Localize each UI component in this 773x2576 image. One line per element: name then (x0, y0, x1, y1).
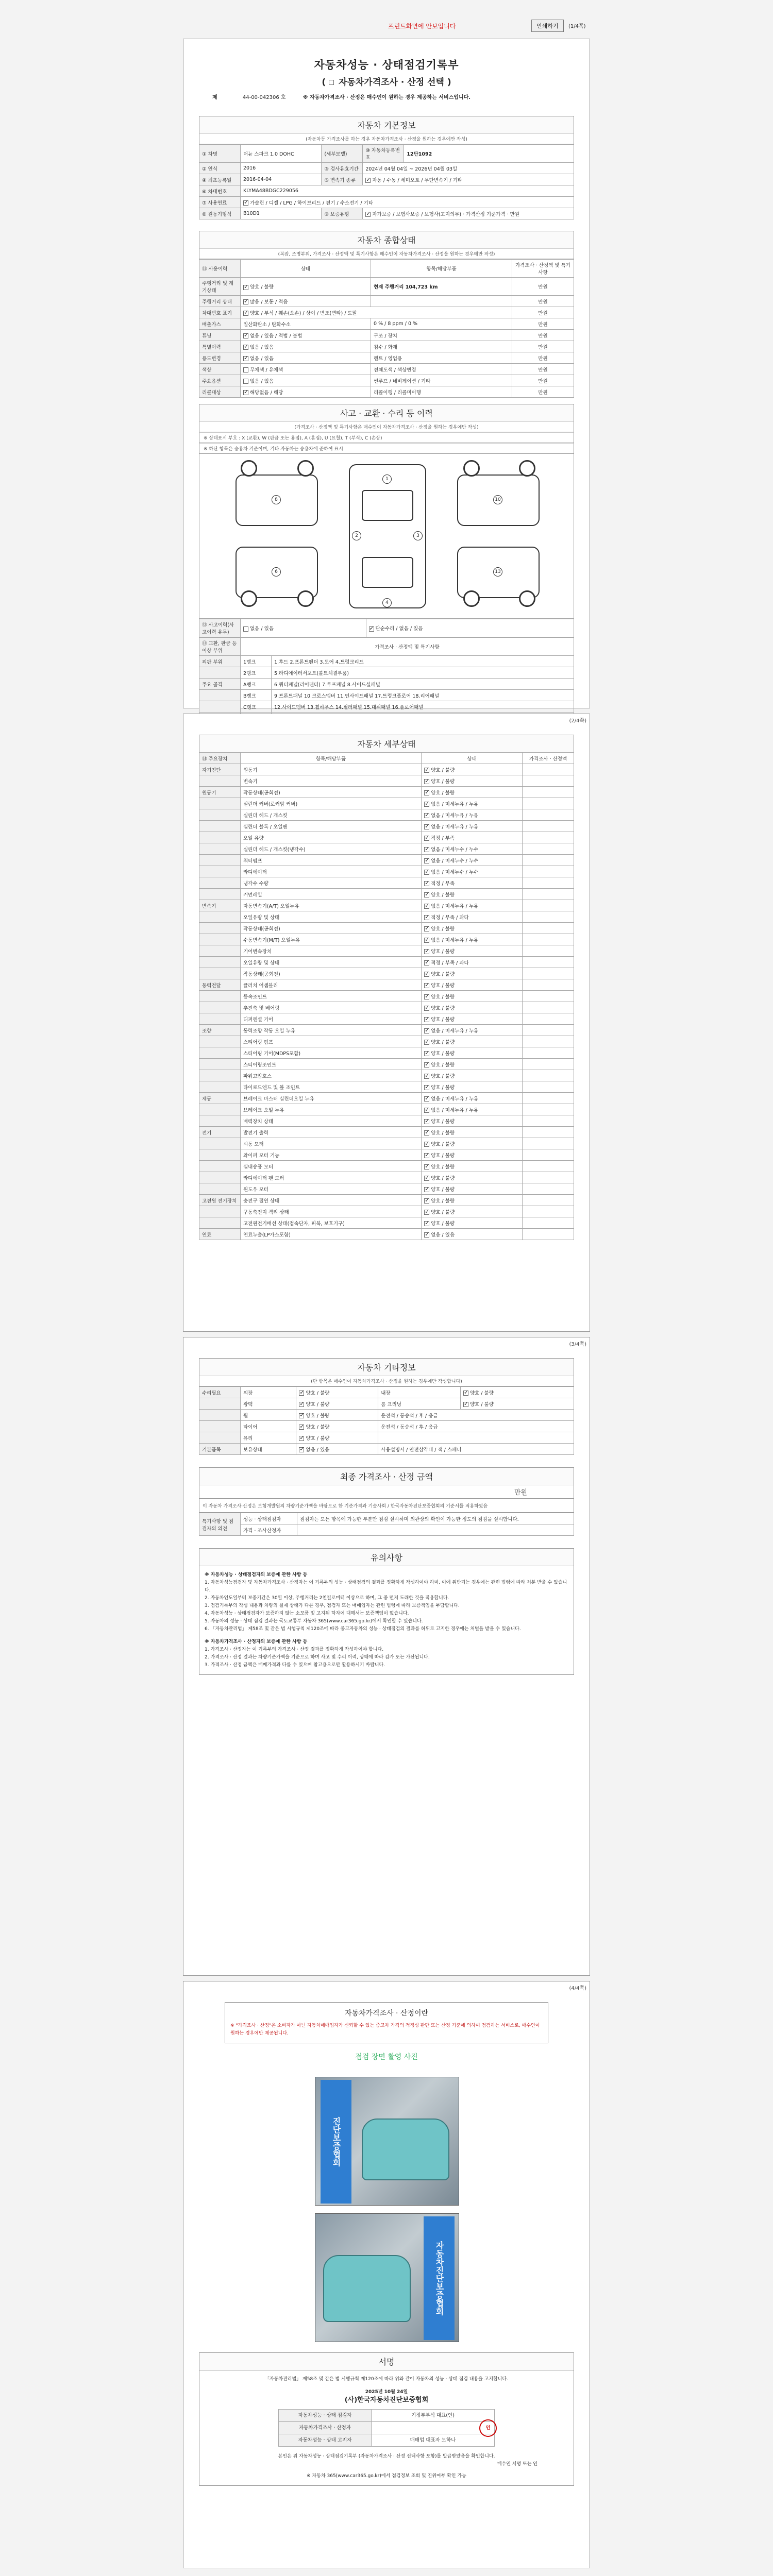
status-checkbox[interactable] (424, 1119, 429, 1124)
status-checkbox[interactable] (424, 1153, 429, 1158)
status-checkbox[interactable] (424, 1006, 429, 1011)
overall-status-section: 자동차 종합상태 (복잡, 조명부위, 가격조사 · 산정액 및 특기사항은 매수인이 자동차가격조사 · 산정을 원하는 경우에만 작성) ⑪ 사용이력 상태 항목/해당부품 가격조사 · 산정액 및 특기사항 주행거리 및 계기상태 ✓양호 / 불량 현재 주행거리 104,723 km 만원 주행거리 상태 ✓ 많음 / 보통 / 적음 만원 차대번호 표기 ✓ 양호 / 부식 / 훼손(오손) / 상이 / 변조(변타) / 도말 만원 배출가스 일산화탄소 / 탄화수소 0 % / 8 ppm / 0 % 만원 튜닝 ✓ 없음 / 있음 / 적법 / 불법 구조 / 장치 만원 특별이력 ✓ 없음 / 있음 침수 / 화재 만원 용도변경 ✓ 없음 / 있음 렌트 / 영업용 만원 색상 무채색 / 유채색 전체도색 / 색상변경 만원 주요옵션 없음 / 있음 썬루프 / 네비게이션 / 기타 만원 리콜대상 ✓ 해당없음 / 해당 리콜이행 / 리콜미이행 만원 (199, 231, 574, 398)
status-checkbox[interactable] (424, 1198, 429, 1204)
status-checkbox[interactable] (424, 892, 429, 897)
detail-row: 스티어링 펌프 ✓ 양호 / 불량 (199, 1036, 574, 1047)
status-checkbox[interactable] (424, 915, 429, 920)
status-checkbox[interactable] (424, 1085, 429, 1090)
detail-row: 수동변속기(M/T) 오일누유 ✓ 없음 / 미세누유 / 누유 (199, 934, 574, 945)
inspection-photo-rear[interactable]: 자동차진단보증협회 (315, 2213, 459, 2342)
car-diagram: 1 2 3 4 8 10 6 13 (199, 454, 574, 619)
seal-stamp: 인 (479, 2419, 497, 2437)
detail-table: ⑭ 주요장치 항목/해당부품 상태 가격조사 · 산정액 자기진단 원동기 ✓ 양호 / 불량 변속기 ✓ 양호 / 불량 원동기 작동상태(공회전) ✓ 양호 / 불량 실린더 커버(로커암 커버) ✓ 없음 / 미세누유 / 누유 실린더 헤드 / 개스킷 ✓ 없음 / 미세누유 / 누유 실린더 블록 / 오일팬 ✓ 없음 / 미세누유 / 누유 오일 유량 ✓ 적정 / 부족 실린더 헤드 / 개스킷(냉각수) ✓ 없음 / 미세누수 / 누수 워터펌프 ✓ 없음 / 미세누수 / 누수 라디에이터 ✓ 없음 / 미세누수 / 누수 냉각수 수량 ✓ 적정 / 부족 커먼레일 ✓ 양호 / 불량 변속기 자동변속기(A/T) 오일누유 ✓ 없음 / 미세누유 / 누유 오일유량 및 상태 ✓ 적정 / 부족 / 과다 작동상태(공회전) ✓ 양호 / 불량 수동변속기(M/T) 오일누유 ✓ 없음 / 미세누유 / 누유 기어변속장치 ✓ 양호 / 불량 오일유량 및 상태 ✓ 적정 / 부족 / 과다 작동상태(공회전) ✓ 양호 / 불량 동력전달 클러치 어셈블리 ✓ 양호 / 불량 등속조인트 ✓ 양호 / 불량 추진축 및 베어링 ✓ 양호 / 불량 디퍼렌셜 기어 ✓ 양호 / 불량 조향 동력조향 작동 오일 누유 ✓ 없음 / 미세누유 / 누유 스티어링 펌프 ✓ 양호 / 불량 스티어링 기어(MDPS포함) ✓ 양호 / 불량 스티어링조인트 ✓ 양호 / 불량 파워고압호스 ✓ 양호 / 불량 타이로드엔드 및 볼 조인트 ✓ 양호 / 불량 제동 브레이크 마스터 실린더오일 누유 ✓ 없음 / 미세누유 / 누유 브레이크 오일 누유 ✓ 없음 / 미세누유 / 누유 배력장치 상태 ✓ 양호 / 불량 전기 발전기 출력 ✓ 양호 / 불량 시동 모터 ✓ 양호 / 불량 와이퍼 모터 기능 ✓ 양호 / 불량 실내송풍 모터 ✓ 양호 / 불량 라디에이터 팬 모터 ✓ 양호 / 불량 윈도우 모터 ✓ 양호 / 불량 고전원 전기장치 충전구 절연 상태 ✓ 양호 / 불량 구동축전지 격리 상태 ✓ 양호 / 불량 고전원전기배선 상태(접속단자, 피복, 보호기구) ✓ 양호 / 불량 연료 연료누출(LP가스포함) ✓ 없음 / 있음 (199, 752, 574, 1240)
detail-row: 변속기 ✓ 양호 / 불량 (199, 775, 574, 787)
basic-info-section: 자동차 기본정보 (자동차등 가격조사를 하는 경우 자동차가격조사 · 산정을 원하는 경우에만 작성) ① 차명 더뉴 스파크 1.0 DOHC (세부모델) ⑩ 자동차등록번호 12단1092 ② 연식 2016 ③ 검사유효기간 2024년 04월 04일 ~ 2026년 04월 03일 ④ 최초등록일 2016-04-04 ⑤ 변속기 종류 ✓ 자동 / 수동 / 세미오토 / 무단변속기 / 기타 ⑥ 차대번호 KLYMA48BDGC229056 ⑦ 사용연료 ✓ 가솔린 / 디젤 / LPG / 하이브리드 / 전기 / 수소전기 / 기타 ⑧ 원동기형식 B10D1 ⑨ 보증유형 ✓ 자가보증 / 보험사보증 / 보험사(고지의무) · 가격산정 기준가격 · 만원 (199, 116, 574, 219)
detail-row: 라디에이터 ✓ 없음 / 미세누수 / 누수 (199, 866, 574, 877)
detail-row: 고전원전기배선 상태(접속단자, 피복, 보호기구) ✓ 양호 / 불량 (199, 1217, 574, 1229)
detail-row: 와이퍼 모터 기능 ✓ 양호 / 불량 (199, 1149, 574, 1161)
detail-title: 자동차 세부상태 (199, 735, 574, 752)
detail-row: 추진축 및 베어링 ✓ 양호 / 불량 (199, 1002, 574, 1013)
page-4: (4/4쪽) 자동차가격조사 · 산정이란 ※ "가격조사 · 산정"은 소비자가 아닌 자동차매매업자가 신뢰할 수 있는 중고차 가격의 적정성 판단 또는 산정 기준에 의하여 점검하는 서비스로, 매수인이 원하는 경우에만 제공됩니다. 점검 장면 촬영 사진 진단보증협회 자동차진단보증협회 서명 「자동차관리법」 제58조 및 같은 법 시행규칙 제120조에 따라 위와 같이 자동차의 성능 · 상태 점검 내용을 고지합니다. 2025년 10월 24일 (사)한국자동차진단보증협회 자동차성능 · 상태 점검자 기정부부석 대표(인) 자동차가격조사 · 산정자 자동차성능 · 상태 고지자 매매업 대표자 모하나 인 본인은 위 자동차성능 · 상태점검기록부 (자동차가격조사 · 산정 선택사항 포함)를 발급받았음을 확인합니다. 매수인 서명 또는 인 ※ 자동차 365(www.car365.go.kr)에서 점검정보 조회 및 진위여부 확인 가능 (183, 1981, 590, 2568)
detail-row: 실린더 블록 / 오일팬 ✓ 없음 / 미세누유 / 누유 (199, 821, 574, 832)
detail-row: 냉각수 수량 ✓ 적정 / 부족 (199, 877, 574, 889)
status-checkbox[interactable] (424, 1074, 429, 1079)
status-checkbox[interactable] (424, 858, 429, 863)
signature-section: 서명 「자동차관리법」 제58조 및 같은 법 시행규칙 제120조에 따라 위와 같이 자동차의 성능 · 상태 점검 내용을 고지합니다. 2025년 10월 24일 (사)한국자동차진단보증협회 자동차성능 · 상태 점검자 기정부부석 대표(인) 자동차가격조사 · 산정자 자동차성능 · 상태 고지자 매매업 대표자 모하나 인 본인은 위 자동차성능 · 상태점검기록부 (자동차가격조사 · 산정 선택사항 포함)를 발급받았음을 확인합니다. 매수인 서명 또는 인 ※ 자동차 365(www.car365.go.kr)에서 점검정보 조회 및 진위여부 확인 가능 (199, 2352, 574, 2486)
detail-row: 커먼레일 ✓ 양호 / 불량 (199, 889, 574, 900)
status-checkbox[interactable] (424, 824, 429, 829)
status-checkbox[interactable] (424, 972, 429, 977)
basic-info-table: ① 차명 더뉴 스파크 1.0 DOHC (세부모델) ⑩ 자동차등록번호 12단1092 ② 연식 2016 ③ 검사유효기간 2024년 04월 04일 ~ 2026년 04월 03일 ④ 최초등록일 2016-04-04 ⑤ 변속기 종류 ✓ 자동 / 수동 / 세미오토 / 무단변속기 / 기타 ⑥ 차대번호 KLYMA48BDGC229056 ⑦ 사용연료 ✓ 가솔린 / 디젤 / LPG / 하이브리드 / 전기 / 수소전기 / 기타 ⑧ 원동기형식 B10D1 ⑨ 보증유형 ✓ 자가보증 / 보험사보증 / 보험사(고지의무) · 가격산정 기준가격 · 만원 (199, 144, 574, 219)
status-checkbox[interactable] (424, 1210, 429, 1215)
valuation-title: 최종 가격조사 · 산정 금액 (199, 1467, 574, 1485)
status-checkbox[interactable] (424, 983, 429, 988)
status-checkbox[interactable] (424, 870, 429, 875)
detail-row: 브레이크 오일 누유 ✓ 없음 / 미세누유 / 누유 (199, 1104, 574, 1115)
other-info-title: 자동차 기타정보 (199, 1358, 574, 1376)
detail-row: 고전원 전기장치 충전구 절연 상태 ✓ 양호 / 불량 (199, 1195, 574, 1206)
status-checkbox[interactable] (424, 1176, 429, 1181)
status-checkbox[interactable] (424, 938, 429, 943)
detail-row: 구동축전지 격리 상태 ✓ 양호 / 불량 (199, 1206, 574, 1217)
detail-row: 시동 모터 ✓ 양호 / 불량 (199, 1138, 574, 1149)
document-subtitle: ( 자동차가격조사 · 산정 선택 ) (322, 77, 451, 88)
other-info-section: 자동차 기타정보 (단 항목은 매수인이 자동차가격조사 · 산정을 원하는 경우에만 작성합니다) 수리필요 외장 ✓ 양호 / 불량 내장 ✓ 양호 / 불량 광택 ✓ 양호 / 불량 룸 크리닝 ✓ 양호 / 불량 휠 ✓ 양호 / 불량 운전석 / 동승석 / 후 / 응급 타이어 ✓ 양호 / 불량 운전석 / 동승석 / 후 / 응급 유리 ✓ 양호 / 불량 기본품목 보유상태 ✓ 없음 / 있음 사용설명서 / 안전삼각대 / 잭 / 스패너 (199, 1358, 574, 1455)
status-checkbox[interactable] (424, 904, 429, 909)
status-checkbox[interactable] (424, 960, 429, 965)
detail-row: 오일 유량 ✓ 적정 / 부족 (199, 832, 574, 843)
status-checkbox[interactable] (424, 768, 429, 773)
detail-row: 오일유량 및 상태 ✓ 적정 / 부족 / 과다 (199, 957, 574, 968)
notes-section: 유의사항 ※ 자동차성능 · 상태점검자의 보증에 관한 사항 등 1. 자동차성능점검자 및 자동차가격조사 · 산정자는 이 기록부의 성능 · 상태점검의 결과를 정확하게 작성하여야 하며, 이에 위반되는 경우에는 관련 법령에 따라 처분 받을 수 있습니다. 2. 자동차인도일부터 보증기간은 30일 이상, 주행거리는 2천킬로미터 이상으로 하며, 그 중 먼저 도래한 것을 적용합니다. 3. 점검기록부의 작성 내용과 차량의 실제 상태가 다른 경우, 점검자 또는 매매업자는 관련 법령에 따라 보증책임을 부담합니다. 4. 자동차성능 · 상태점검자가 보증하지 않는 소모품 및 고지된 하자에 대해서는 보증책임이 없습니다. 5. 자동차의 성능 · 상태 점검 결과는 국토교통부 자동차 365(www.car365.go.kr)에서 확인할 수 있습니다. 6. 「자동차관리법」 제58조 및 같은 법 시행규칙 제120조에 따라 중고자동차의 성능 · 상태점검의 결과를 허위로 고지한 경우에는 처벌을 받을 수 있습니다. ※ 자동차가격조사 · 산정자의 보증에 관한 사항 등 1. 가격조사 · 산정자는 이 기록부의 가격조사 · 산정 결과를 정확하게 작성하여야 합니다. 2. 가격조사 · 산정 결과는 차량기준가액을 기준으로 하며 사고 및 수리 이력, 상태에 따라 감가 또는 가산됩니다. 3. 가격조사 · 산정 금액은 매매가격과 다를 수 있으며 참고용으로만 활용하시기 바랍니다. (199, 1548, 574, 1675)
status-checkbox[interactable] (424, 1221, 429, 1226)
status-checkbox[interactable] (424, 847, 429, 852)
viewer-toolbar (183, 16, 590, 37)
status-checkbox[interactable] (424, 802, 429, 807)
detail-row: 기어변속장치 ✓ 양호 / 불량 (199, 945, 574, 957)
page-3: (3/4쪽) 자동차 기타정보 (단 항목은 매수인이 자동차가격조사 · 산정을 원하는 경우에만 작성합니다) 수리필요 외장 ✓ 양호 / 불량 내장 ✓ 양호 / 불량 광택 ✓ 양호 / 불량 룸 크리닝 ✓ 양호 / 불량 휠 ✓ 양호 / 불량 운전석 / 동승석 / 후 / 응급 타이어 ✓ 양호 / 불량 운전석 / 동승석 / 후 / 응급 유리 ✓ 양호 / 불량 기본품목 보유상태 ✓ 없음 / 있음 사용설명서 / 안전삼각대 / 잭 / 스패너 최종 가격조사 · 산정 금액 만원 이 자동차 가격조사·산정은 보험개발원의 차량기준가액을 바탕으로 한 기준가격과 기술사회 / 한국자동차진단보증협회의 기준서를 적용하였음 특기사항 및 점검자의 의견 성능 · 상태점검자 점검자는 모든 항목에 가능한 부분만 점검 실시하며 외관상의 확인이 가능한 정도의 점검을 실시합니다. 가격 · 조사산정자 유의사항 ※ 자동차성능 · 상태점검자의 보증에 관한 사항 등 1. 자동차성능점검자 및 자동차가격조사 · 산정자는 이 기록부의 성능 · 상태점검의 결과를 정확하게 작성하여야 하며, 이에 위반되는 경우에는 관련 법령에 따라 처분 받을 수 있습니다. 2. 자동차인도일부터 보증기간은 30일 이상, 주행거리는 2천킬로미터 이상으로 하며, 그 중 먼저 도래한 것을 적용합니다. 3. 점검기록부의 작성 내용과 차량의 실제 상태가 다른 경우, 점검자 또는 매매업자는 관련 법령에 따라 보증책임을 부담합니다. 4. 자동차성능 · 상태점검자가 보증하지 않는 소모품 및 고지된 하자에 대해서는 보증책임이 없습니다. 5. 자동차의 성능 · 상태 점검 결과는 국토교통부 자동차 365(www.car365.go.kr)에서 확인할 수 있습니다. 6. 「자동차관리법」 제58조 및 같은 법 시행규칙 제120조에 따라 중고자동차의 성능 · 상태점검의 결과를 허위로 고지한 경우에는 처벌을 받을 수 있습니다. ※ 자동차가격조사 · 산정자의 보증에 관한 사항 등 1. 가격조사 · 산정자는 이 기록부의 가격조사 · 산정 결과를 정확하게 작성하여야 합니다. 2. 가격조사 · 산정 결과는 차량기준가액을 기준으로 하며 사고 및 수리 이력, 상태에 따라 감가 또는 가산됩니다. 3. 가격조사 · 산정 금액은 매매가격과 다를 수 있으며 참고용으로만 활용하시기 바랍니다. (183, 1337, 590, 1976)
status-checkbox[interactable] (424, 926, 429, 931)
accident-rank-table: ⑫ 사고이력(사고이력 유무) 없음 / 있음 ✓ 단순수리 / 없음 / 있음 (199, 619, 574, 637)
status-checkbox[interactable] (424, 813, 429, 818)
status-checkbox[interactable] (424, 881, 429, 886)
price-check-explainer: 자동차가격조사 · 산정이란 ※ "가격조사 · 산정"은 소비자가 아닌 자동차매매업자가 신뢰할 수 있는 중고차 가격의 적정성 판단 또는 산정 기준에 의하여 점검하는 서비스로, 매수인이 원하는 경우에만 제공됩니다. (225, 2002, 548, 2043)
detail-row: 라디에이터 팬 모터 ✓ 양호 / 불량 (199, 1172, 574, 1183)
detail-row: 타이로드엔드 및 볼 조인트 ✓ 양호 / 불량 (199, 1081, 574, 1093)
status-checkbox[interactable] (424, 790, 429, 795)
detail-row: 파워고압호스 ✓ 양호 / 불량 (199, 1070, 574, 1081)
overall-status-table: ⑪ 사용이력 상태 항목/해당부품 가격조사 · 산정액 및 특기사항 주행거리 및 계기상태 ✓양호 / 불량 현재 주행거리 104,723 km 만원 주행거리 상태 ✓ 많음 / 보통 / 적음 만원 차대번호 표기 ✓ 양호 / 부식 / 훼손(오손) / 상이 / 변조(변타) / 도말 만원 배출가스 일산화탄소 / 탄화수소 0 % / 8 ppm / 0 % 만원 튜닝 ✓ 없음 / 있음 / 적법 / 불법 구조 / 장치 만원 특별이력 ✓ 없음 / 있음 침수 / 화재 만원 용도변경 ✓ 없음 / 있음 렌트 / 영업용 만원 색상 무채색 / 유채색 전체도색 / 색상변경 만원 주요옵션 없음 / 있음 썬루프 / 네비게이션 / 기타 만원 리콜대상 ✓ 해당없음 / 해당 리콜이행 / 리콜미이행 만원 (199, 259, 574, 398)
overall-status-title: 자동차 종합상태 (199, 231, 574, 248)
detail-row: 자기진단 원동기 ✓ 양호 / 불량 (199, 764, 574, 775)
status-checkbox[interactable] (424, 1130, 429, 1136)
page-2: (2/4쪽) 자동차 세부상태 ⑭ 주요장치 항목/해당부품 상태 가격조사 · 산정액 자기진단 원동기 ✓ 양호 / 불량 변속기 ✓ 양호 / 불량 원동기 작동상태(공회전) ✓ 양호 / 불량 실린더 커버(로커암 커버) ✓ 없음 / 미세누유 / 누유 실린더 헤드 / 개스킷 ✓ 없음 / 미세누유 / 누유 실린더 블록 / 오일팬 ✓ 없음 / 미세누유 / 누유 오일 유량 ✓ 적정 / 부족 실린더 헤드 / 개스킷(냉각수) ✓ 없음 / 미세누수 / 누수 워터펌프 ✓ 없음 / 미세누수 / 누수 라디에이터 ✓ 없음 / 미세누수 / 누수 냉각수 수량 ✓ 적정 / 부족 커먼레일 ✓ 양호 / 불량 변속기 자동변속기(A/T) 오일누유 ✓ 없음 / 미세누유 / 누유 오일유량 및 상태 ✓ 적정 / 부족 / 과다 작동상태(공회전) ✓ 양호 / 불량 수동변속기(M/T) 오일누유 ✓ 없음 / 미세누유 / 누유 기어변속장치 ✓ 양호 / 불량 오일유량 및 상태 ✓ 적정 / 부족 / 과다 작동상태(공회전) ✓ 양호 / 불량 동력전달 클러치 어셈블리 ✓ 양호 / 불량 등속조인트 ✓ 양호 / 불량 추진축 및 베어링 ✓ 양호 / 불량 디퍼렌셜 기어 ✓ 양호 / 불량 조향 동력조향 작동 오일 누유 ✓ 없음 / 미세누유 / 누유 스티어링 펌프 ✓ 양호 / 불량 스티어링 기어(MDPS포함) ✓ 양호 / 불량 스티어링조인트 ✓ 양호 / 불량 파워고압호스 ✓ 양호 / 불량 타이로드엔드 및 볼 조인트 ✓ 양호 / 불량 제동 브레이크 마스터 실린더오일 누유 ✓ 없음 / 미세누유 / 누유 브레이크 오일 누유 ✓ 없음 / 미세누유 / 누유 배력장치 상태 ✓ 양호 / 불량 전기 발전기 출력 ✓ 양호 / 불량 시동 모터 ✓ 양호 / 불량 와이퍼 모터 기능 ✓ 양호 / 불량 실내송풍 모터 ✓ 양호 / 불량 라디에이터 팬 모터 ✓ 양호 / 불량 윈도우 모터 ✓ 양호 / 불량 고전원 전기장치 충전구 절연 상태 ✓ 양호 / 불량 구동축전지 격리 상태 ✓ 양호 / 불량 고전원전기배선 상태(접속단자, 피복, 보호기구) ✓ 양호 / 불량 연료 연료누출(LP가스포함) ✓ 없음 / 있음 (183, 714, 590, 1332)
detail-row: 실내송풍 모터 ✓ 양호 / 불량 (199, 1161, 574, 1172)
detail-row: 원동기 작동상태(공회전) ✓ 양호 / 불량 (199, 787, 574, 798)
detail-row: 작동상태(공회전) ✓ 양호 / 불량 (199, 968, 574, 979)
detail-row: 디퍼렌셜 기어 ✓ 양호 / 불량 (199, 1013, 574, 1025)
detail-row: 실린더 헤드 / 개스킷(냉각수) ✓ 없음 / 미세누수 / 누수 (199, 843, 574, 855)
status-checkbox[interactable] (424, 1164, 429, 1170)
page-count: (1/4쪽) (568, 24, 586, 29)
page-1 (183, 39, 590, 708)
print-button[interactable]: 인쇄하기 (531, 20, 564, 32)
detail-row: 윈도우 모터 ✓ 양호 / 불량 (199, 1183, 574, 1195)
status-checkbox[interactable] (424, 994, 429, 999)
status-checkbox[interactable] (424, 836, 429, 841)
document-title: 자동차성능 · 상태점검기록부 (314, 59, 459, 71)
detail-row: 실린더 헤드 / 개스킷 ✓ 없음 / 미세누유 / 누유 (199, 809, 574, 821)
accident-section: 사고 · 교환 · 수리 등 이력 (가격조사 · 산정액 및 특기사항은 매수인이 자동차가격조사 · 산정을 원하는 경우에만 작성) ※ 상태표시 부호 : X (교환), W (판금 또는 용접), A (흠집), U (요철), T (부식), C (손상) ※ 하단 항목은 승용차 기준이며, 기타 자동차는 승용차에 준하여 표시 1 2 3 4 8 10 6 13 ⑫ 사고이력(사고이력 유무) 없음 / 있음 ✓ 단순수리 / 없음 / 있음 ⑬ 교환, 판금 등 이상 부위 가격조사 · 산정액 및 특기사항 외판 부위 1랭크 1.후드 2.프론트펜더 3.도어 4.트렁크리드 2랭크 5.라디에이터서포트(볼트체결부품) 주요 골격 A랭크 6.쿼터패널(리어펜더) 7.루프패널 8.사이드실패널 B랭크 9.프론트패널 10.크로스멤버 11.인사이드패널 17.트렁크플로어 18.리어패널 C랭크 12.사이드멤버 13.휠하우스 14.필러패널 15.대쉬패널 16.플로어패널 (199, 404, 574, 735)
detail-row: 작동상태(공회전) ✓ 양호 / 불량 (199, 923, 574, 934)
valuation-table: 특기사항 및 점검자의 의견 성능 · 상태점검자 점검자는 모든 항목에 가능한 부분만 점검 실시하며 외관상의 확인이 가능한 정도의 점검을 실시합니다. 가격 · 조사산정자 (199, 1513, 574, 1536)
other-info-table: 수리필요 외장 ✓ 양호 / 불량 내장 ✓ 양호 / 불량 광택 ✓ 양호 / 불량 룸 크리닝 ✓ 양호 / 불량 휠 ✓ 양호 / 불량 운전석 / 동승석 / 후 / 응급 타이어 ✓ 양호 / 불량 운전석 / 동승석 / 후 / 응급 유리 ✓ 양호 / 불량 기본품목 보유상태 ✓ 없음 / 있음 사용설명서 / 안전삼각대 / 잭 / 스패너 (199, 1386, 574, 1455)
detail-row: 스티어링 기어(MDPS포함) ✓ 양호 / 불량 (199, 1047, 574, 1059)
status-checkbox[interactable] (424, 1062, 429, 1067)
detail-row: 제동 브레이크 마스터 실린더오일 누유 ✓ 없음 / 미세누유 / 누유 (199, 1093, 574, 1104)
print-notice: 프린트화면에 안보입니다 (388, 23, 456, 30)
status-checkbox[interactable] (424, 1017, 429, 1022)
valuation-section: 최종 가격조사 · 산정 금액 만원 이 자동차 가격조사·산정은 보험개발원의 차량기준가액을 바탕으로 한 기준가격과 기술사회 / 한국자동차진단보증협회의 기준서를 적용하였음 특기사항 및 점검자의 의견 성능 · 상태점검자 점검자는 모든 항목에 가능한 부분만 점검 실시하며 외관상의 확인이 가능한 정도의 점검을 실시합니다. 가격 · 조사산정자 (199, 1467, 574, 1536)
detail-row: 워터펌프 ✓ 없음 / 미세누수 / 누수 (199, 855, 574, 866)
price-check-checkbox[interactable] (329, 80, 334, 85)
status-checkbox[interactable] (424, 1232, 429, 1238)
detail-row: 스티어링조인트 ✓ 양호 / 불량 (199, 1059, 574, 1070)
status-checkbox[interactable] (424, 779, 429, 784)
accident-title: 사고 · 교환 · 수리 등 이력 (199, 404, 574, 421)
basic-info-title: 자동차 기본정보 (199, 116, 574, 133)
detail-row: 동력전달 클러치 어셈블리 ✓ 양호 / 불량 (199, 979, 574, 991)
status-checkbox[interactable] (424, 949, 429, 954)
status-checkbox[interactable] (424, 1187, 429, 1192)
detail-row: 전기 발전기 출력 ✓ 양호 / 불량 (199, 1127, 574, 1138)
status-checkbox[interactable] (424, 1028, 429, 1033)
status-checkbox[interactable] (424, 1040, 429, 1045)
photo-title: 점검 장면 촬영 사진 (355, 2053, 418, 2061)
status-checkbox[interactable] (424, 1051, 429, 1056)
signature-table: 자동차성능 · 상태 점검자 기정부부석 대표(인) 자동차가격조사 · 산정자 자동차성능 · 상태 고지자 매매업 대표자 모하나 (278, 2409, 495, 2447)
document-number: 제 44-00-042306 호 ※ 자동차가격조사 · 산정은 매수인이 원하는 경우 제공하는 서비스입니다. (212, 95, 471, 100)
detail-row: 조향 동력조향 작동 오일 누유 ✓ 없음 / 미세누유 / 누유 (199, 1025, 574, 1036)
detail-row: 오일유량 및 상태 ✓ 적정 / 부족 / 과다 (199, 911, 574, 923)
detail-row: 변속기 자동변속기(A/T) 오일누유 ✓ 없음 / 미세누유 / 누유 (199, 900, 574, 911)
detail-row: 실린더 커버(로커암 커버) ✓ 없음 / 미세누유 / 누유 (199, 798, 574, 809)
inspection-photo-front[interactable]: 진단보증협회 (315, 2077, 459, 2206)
detail-row: 등속조인트 ✓ 양호 / 불량 (199, 991, 574, 1002)
detail-section (199, 735, 574, 1240)
detail-row: 배력장치 상태 ✓ 양호 / 불량 (199, 1115, 574, 1127)
notes-title: 유의사항 (199, 1548, 574, 1566)
detail-row: 연료 연료누출(LP가스포함) ✓ 없음 / 있음 (199, 1229, 574, 1240)
status-checkbox[interactable] (424, 1108, 429, 1113)
status-checkbox[interactable] (424, 1142, 429, 1147)
status-checkbox[interactable] (424, 1096, 429, 1101)
signature-title: 서명 (199, 2352, 574, 2370)
